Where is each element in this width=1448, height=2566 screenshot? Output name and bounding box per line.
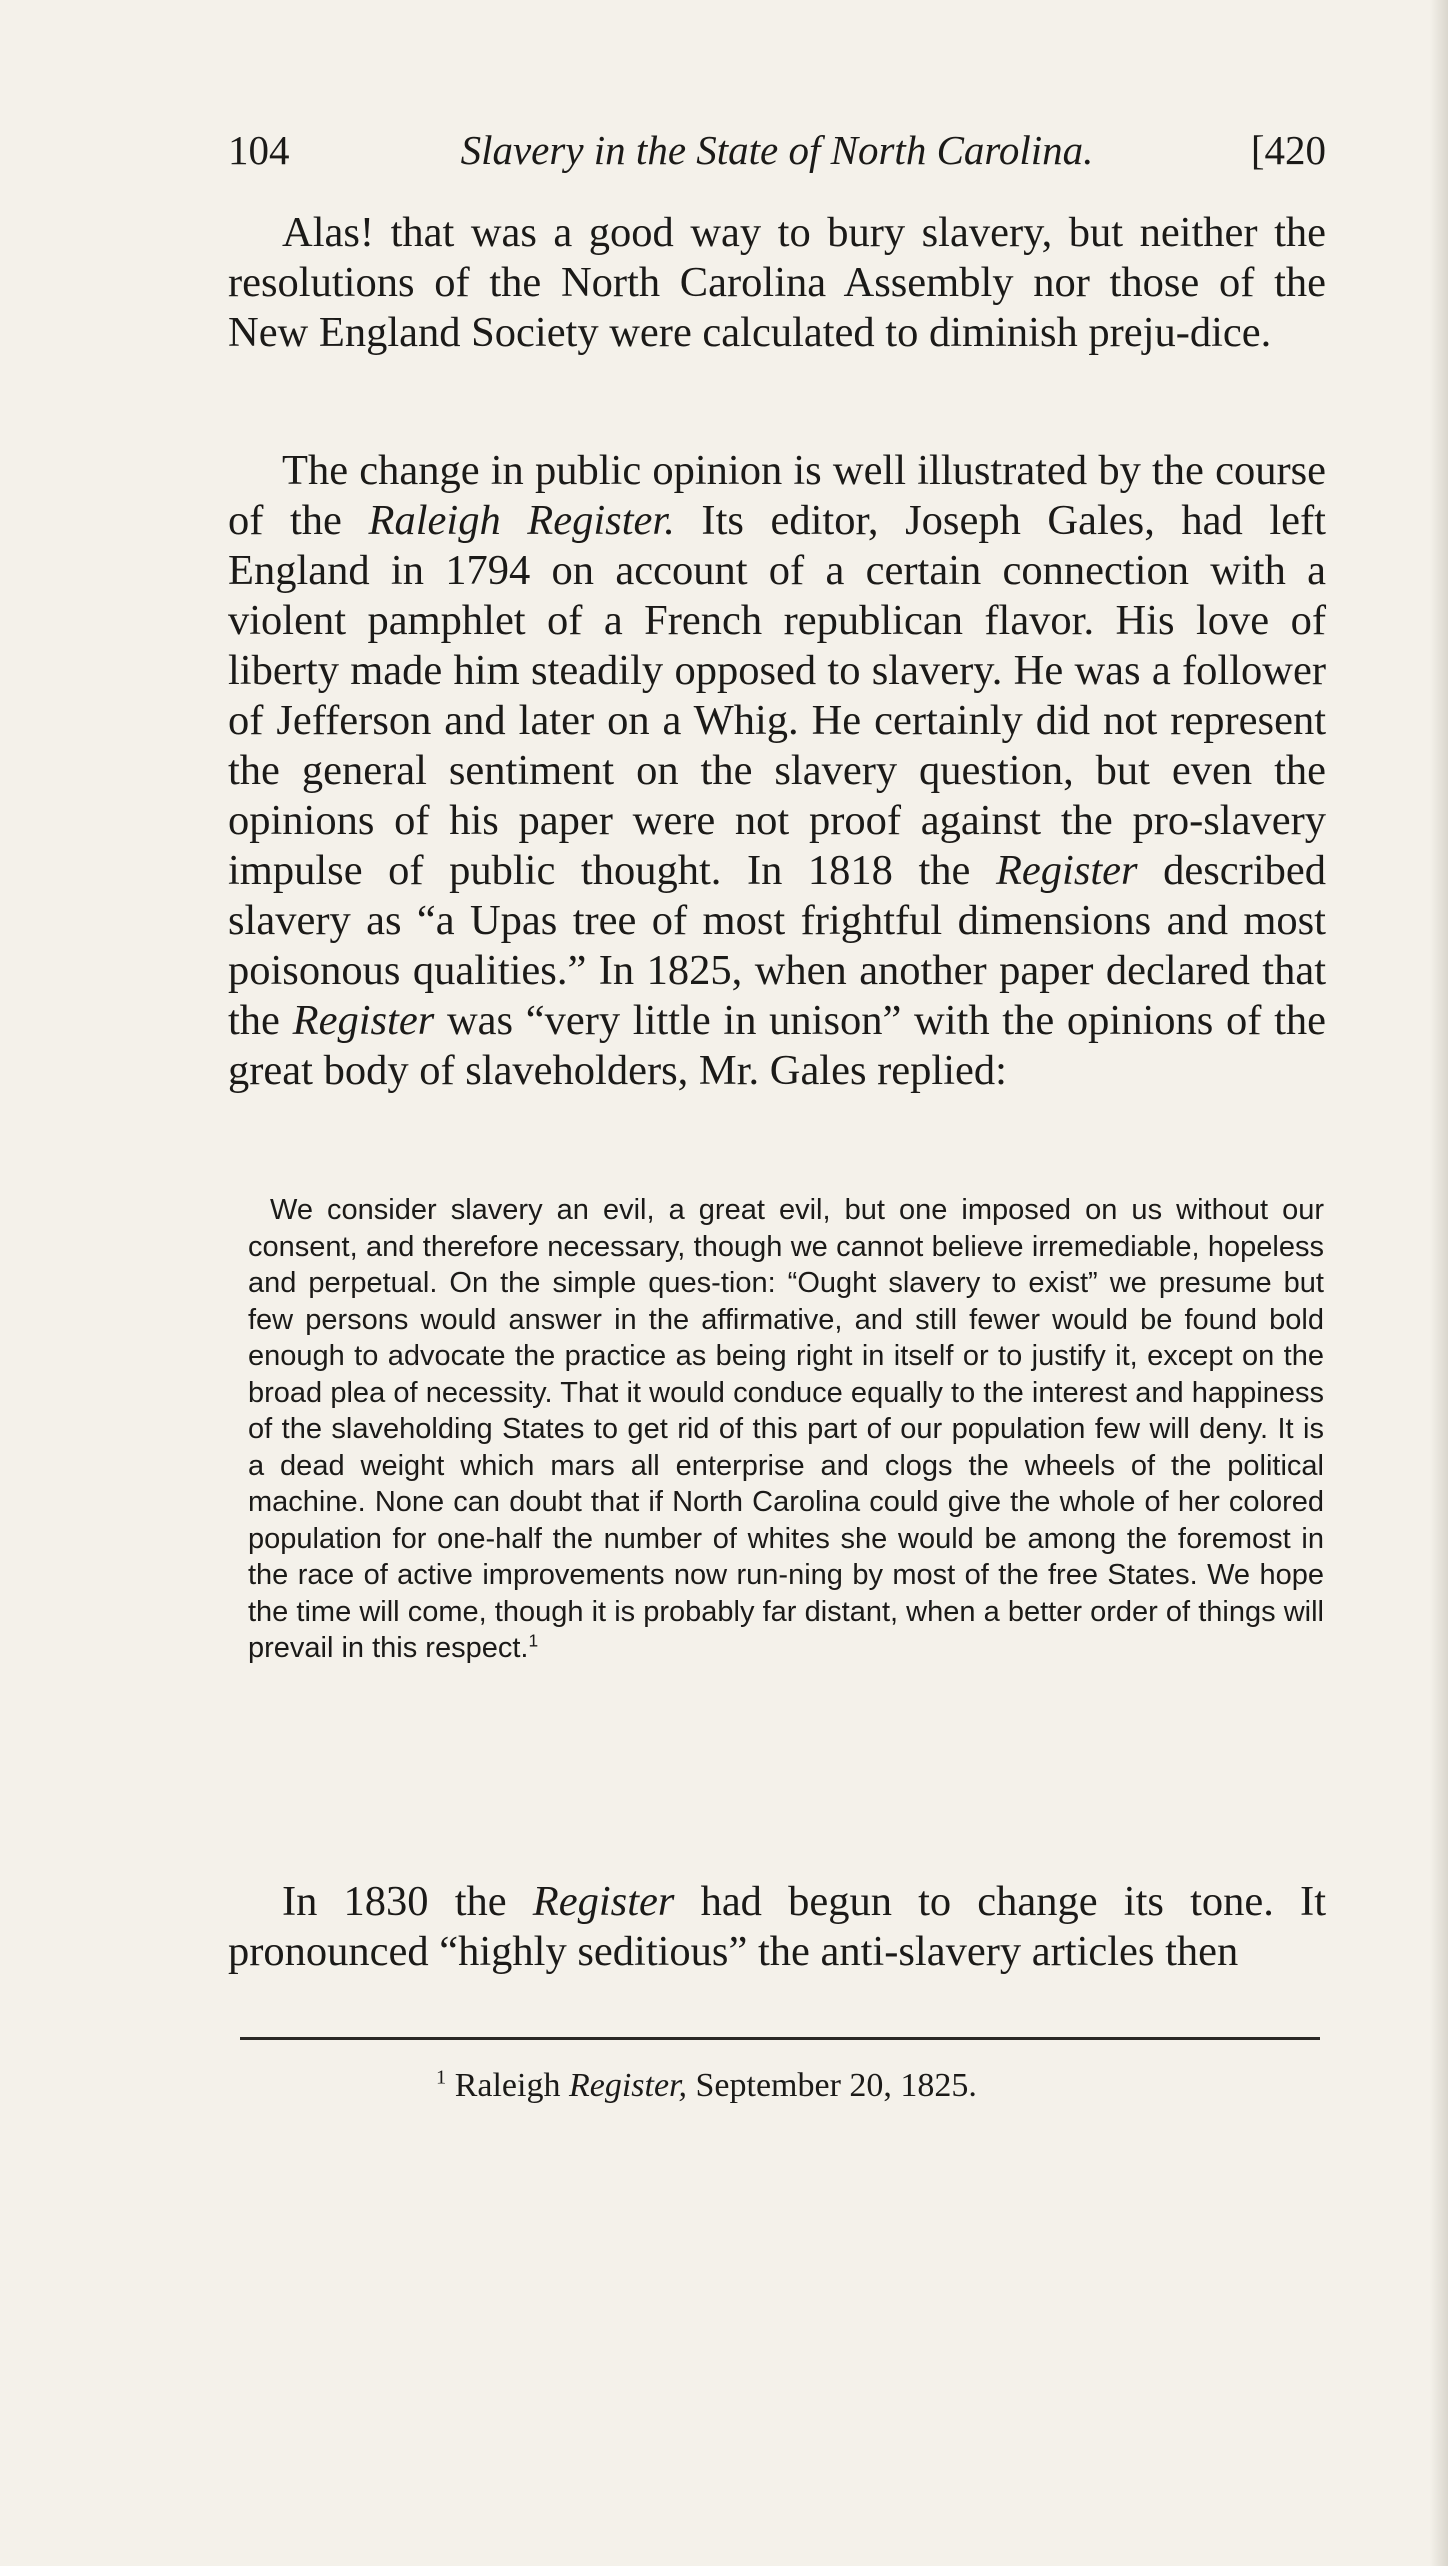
paragraph-2-text-a: The change in public opinion is well illustrated by the course of the (228, 447, 1326, 544)
paragraph-3-text-a: In 1830 the (282, 1878, 533, 1925)
paragraph-3-text-b: had begun to change its tone. It pronounced “highly seditious” the anti-slavery articles then (228, 1878, 1326, 1975)
footnote-marker: 1 (436, 2066, 447, 2089)
paragraph-2-text-b: Its editor, Joseph Gales, had left England in 1794 on account of a certain connection with a violent pamphlet of a French republican flavor. His love of liberty made him steadily opposed to slavery. He was a follower of Jefferson and later on a Whig. He certainly did not represent the general sentiment on the slavery question, but even the opinions of his paper were not proof against the pro-slavery impulse of public thought. In 1818 the (228, 497, 1326, 894)
block-quote (248, 1192, 1324, 1667)
footnote-italic-a: Register, (568, 2067, 688, 2104)
running-header (228, 126, 1326, 186)
footnote-reference: 1 (528, 1630, 539, 1651)
paragraph-2 (228, 446, 1326, 1096)
original-page-number: [420 (1250, 127, 1326, 173)
footnote-text-b: September 20, 1825. (687, 2067, 977, 2104)
paragraph-1: Alas! that was a good way to bury slavery, but neither the resolutions of the North Carolina Assembly nor those of the New England Society were calculated to diminish preju-dice. (228, 209, 1326, 356)
running-title: Slavery in the State of North Carolina. (460, 127, 1094, 173)
paragraph-3 (228, 1877, 1326, 1977)
paragraph-2-italic-a: Raleigh Register. (368, 497, 675, 544)
footnote-divider (240, 2037, 1320, 2040)
page-number: 104 (228, 127, 290, 173)
paragraph-2-italic-c: Register (292, 997, 435, 1044)
paragraph-3-italic-a: Register (532, 1878, 675, 1925)
footnote-text-a: Raleigh (446, 2067, 569, 2104)
footnote (228, 2066, 1326, 2106)
paragraph-2-italic-b: Register (995, 847, 1138, 894)
paragraph-2-text-c: described slavery as “a Upas tree of most frightful dimensions and most poisonous qualities.” In 1825, when another paper declared that the (228, 847, 1326, 1044)
block-quote-text: We consider slavery an evil, a great evil, but one imposed on us without our consent, and therefore necessary, though we cannot believe irremediable, hopeless and perpetual. On the simple ques-tion: “Ought slavery to exist” we presume but few persons would answer in the affirmative, and still fewer would be found bold enough to advocate the practice as being right in itself or to justify it, except on the broad plea of necessity. That it would conduce equally to the interest and happiness of the slaveholding States to get rid of this part of our population few will deny. It is a dead weight which mars all enterprise and clogs the wheels of the political machine. None can doubt that if North Carolina could give the whole of her colored population for one-half the number of whites she would be among the foremost in the race of active improvements now run-ning by most of the free States. We hope the time will come, though it is probably far distant, when a better order of things will prevail in this respect. (248, 1194, 1324, 1664)
page-edge-shadow (1430, 0, 1448, 2566)
paragraph-2-text-d: was “very little in unison” with the opinions of the great body of slaveholders, Mr. Gales replied: (228, 997, 1327, 1094)
